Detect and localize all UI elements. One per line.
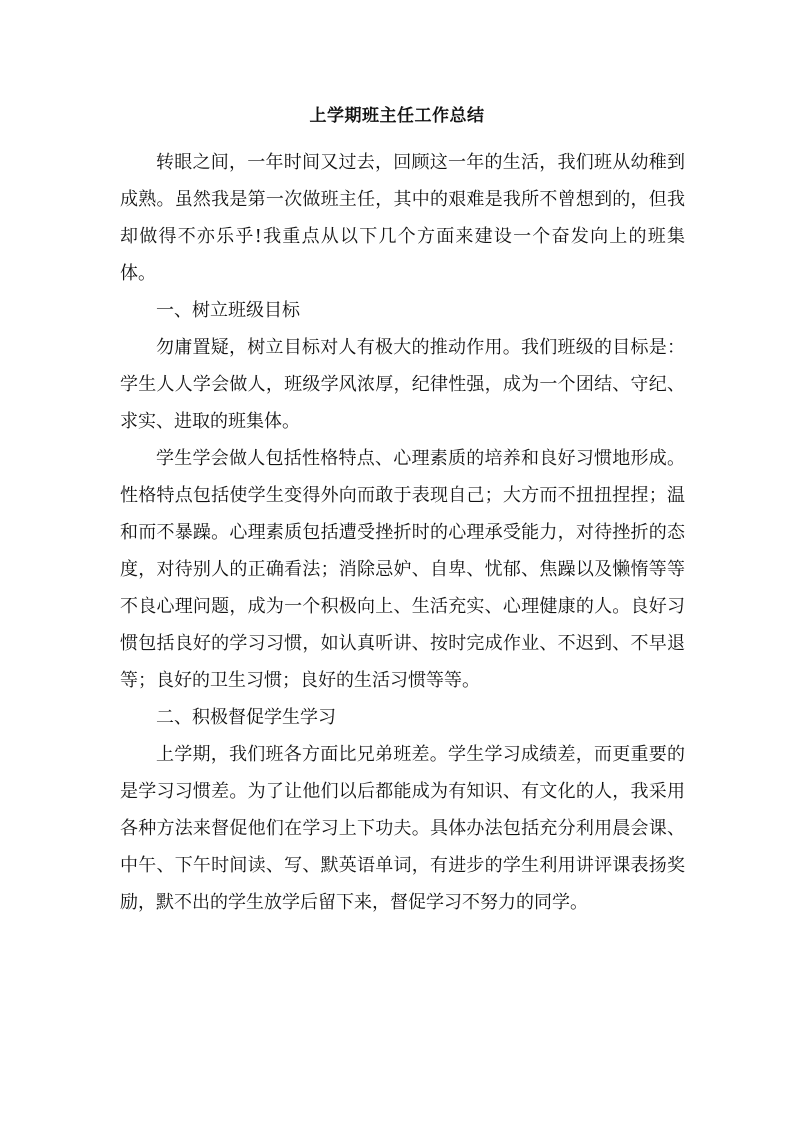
paragraph-study: 上学期，我们班各方面比兄弟班差。学生学习成绩差，而更重要的是学习习惯差。为了让他们以后都能成为有知识、有文化的人，我采用各种方法来督促他们在学习上下功夫。具体办法包括充分利用晨会课、中午、下午时间读、写、默英语单词，有进步的学生利用讲评课表扬奖励，默不出的学生放学后留下来，督促学习不努力的同学。: [120, 744, 685, 913]
paragraph-goals: 勿庸置疑，树立目标对人有极大的推动作用。我们班级的目标是：学生人人学会做人，班级学风浓厚，纪律性强，成为一个团结、守纪、求实、进取的班集体。: [120, 337, 685, 432]
document-title: 上学期班主任工作总结: [309, 106, 485, 126]
document-body: [120, 144, 685, 921]
section-heading-goals: 一、树立班级目标: [156, 300, 300, 321]
section-heading-study: 二、积极督促学生学习: [156, 707, 336, 728]
paragraph-intro: 转眼之间，一年时间又过去，回顾这一年的生活，我们班从幼稚到成熟。虽然我是第一次做班主任，其中的艰难是我所不曾想到的，但我却做得不亦乐乎!我重点从以下几个方面来建设一个奋发向上的班集体。: [120, 152, 685, 284]
paragraph-character: 学生学会做人包括性格特点、心理素质的培养和良好习惯地形成。性格特点包括使学生变得外向而敢于表现自己；大方而不扭扭捏捏；温和而不暴躁。心理素质包括遭受挫折时的心理承受能力，对待挫折的态度，对待别人的正确看法；消除忌妒、自卑、忧郁、焦躁以及懒惰等等不良心理问题，成为一个积极向上、生活充实、心理健康的人。良好习惯包括良好的学习习惯，如认真听讲、按时完成作业、不迟到、不早退等；良好的卫生习惯；良好的生活习惯等等。: [120, 448, 685, 691]
